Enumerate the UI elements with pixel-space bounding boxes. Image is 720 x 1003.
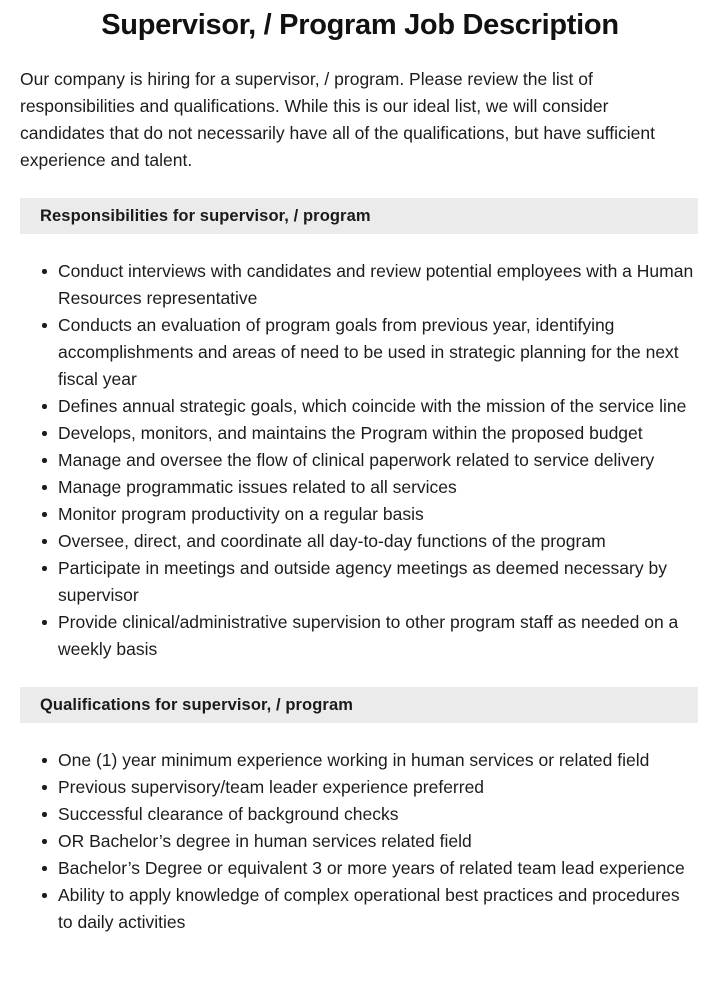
list-item <box>0 258 720 312</box>
list-item-text: Conducts an evaluation of program goals from previous year, identifying accomplishments and areas of need to be used in strategic planning for the next fiscal year <box>58 315 679 389</box>
list-item-text: Monitor program productivity on a regular basis <box>58 504 424 524</box>
bullet-point-icon <box>42 458 47 463</box>
qualifications-list <box>0 747 720 936</box>
list-item <box>0 420 720 447</box>
list-item-text: Provide clinical/administrative supervision to other program staff as needed on a weekly basis <box>58 612 679 659</box>
list-item-text: Ability to apply knowledge of complex operational best practices and procedures to daily activities <box>58 885 680 932</box>
responsibilities-heading-label: Responsibilities for supervisor, / program <box>40 207 371 225</box>
qualifications-section <box>0 687 720 936</box>
bullet-point-icon <box>42 812 47 817</box>
page-bottom-spacer <box>0 936 720 958</box>
list-item-text: Conduct interviews with candidates and review potential employees with a Human Resources representative <box>58 261 694 308</box>
list-item <box>0 609 720 663</box>
bullet-point-icon <box>42 758 47 763</box>
list-item-text: Bachelor’s Degree or equivalent 3 or more years of related team lead experience <box>58 858 685 878</box>
bullet-point-icon <box>42 866 47 871</box>
bullet-point-icon <box>42 323 47 328</box>
list-item-text: Defines annual strategic goals, which coincide with the mission of the service line <box>58 396 687 416</box>
bullet-point-icon <box>42 269 47 274</box>
list-item <box>0 447 720 474</box>
list-item <box>0 774 720 801</box>
page-title: Supervisor, / Program Job Description <box>101 9 619 41</box>
list-item-text: One (1) year minimum experience working in human services or related field <box>58 750 650 770</box>
intro-paragraph: Our company is hiring for a supervisor, / program. Please review the list of responsibilities and qualifications. While this is our ideal list, we will consider candidates that do not necessarily have all of the qualifications, but have sufficient experience and talent. <box>20 69 655 170</box>
list-item <box>0 312 720 393</box>
bullet-point-icon <box>42 620 47 625</box>
list-item-text: Previous supervisory/team leader experience preferred <box>58 777 485 797</box>
list-item <box>0 747 720 774</box>
list-item <box>0 555 720 609</box>
bullet-point-icon <box>42 785 47 790</box>
list-item <box>0 801 720 828</box>
list-item <box>0 828 720 855</box>
bullet-point-icon <box>42 566 47 571</box>
list-item <box>0 474 720 501</box>
list-item-text: Manage and oversee the flow of clinical paperwork related to service delivery <box>58 450 655 470</box>
list-item <box>0 501 720 528</box>
qualifications-heading-label: Qualifications for supervisor, / program <box>40 696 353 714</box>
list-item-text: Oversee, direct, and coordinate all day-to-day functions of the program <box>58 531 606 551</box>
bullet-point-icon <box>42 893 47 898</box>
list-item-text: Successful clearance of background checks <box>58 804 399 824</box>
bullet-point-icon <box>42 539 47 544</box>
list-item-text: Participate in meetings and outside agency meetings as deemed necessary by supervisor <box>58 558 667 605</box>
list-item <box>0 393 720 420</box>
responsibilities-list <box>0 258 720 663</box>
bullet-point-icon <box>42 485 47 490</box>
qualifications-section-header <box>20 687 698 723</box>
list-item <box>0 855 720 882</box>
responsibilities-section-header <box>20 198 698 234</box>
list-item-text: Manage programmatic issues related to all services <box>58 477 457 497</box>
list-item-text: Develops, monitors, and maintains the Program within the proposed budget <box>58 423 643 443</box>
responsibilities-section <box>0 198 720 663</box>
bullet-point-icon <box>42 431 47 436</box>
bullet-point-icon <box>42 404 47 409</box>
list-item-text: OR Bachelor’s degree in human services related field <box>58 831 472 851</box>
list-item <box>0 882 720 936</box>
bullet-point-icon <box>42 512 47 517</box>
list-item <box>0 528 720 555</box>
bullet-point-icon <box>42 839 47 844</box>
